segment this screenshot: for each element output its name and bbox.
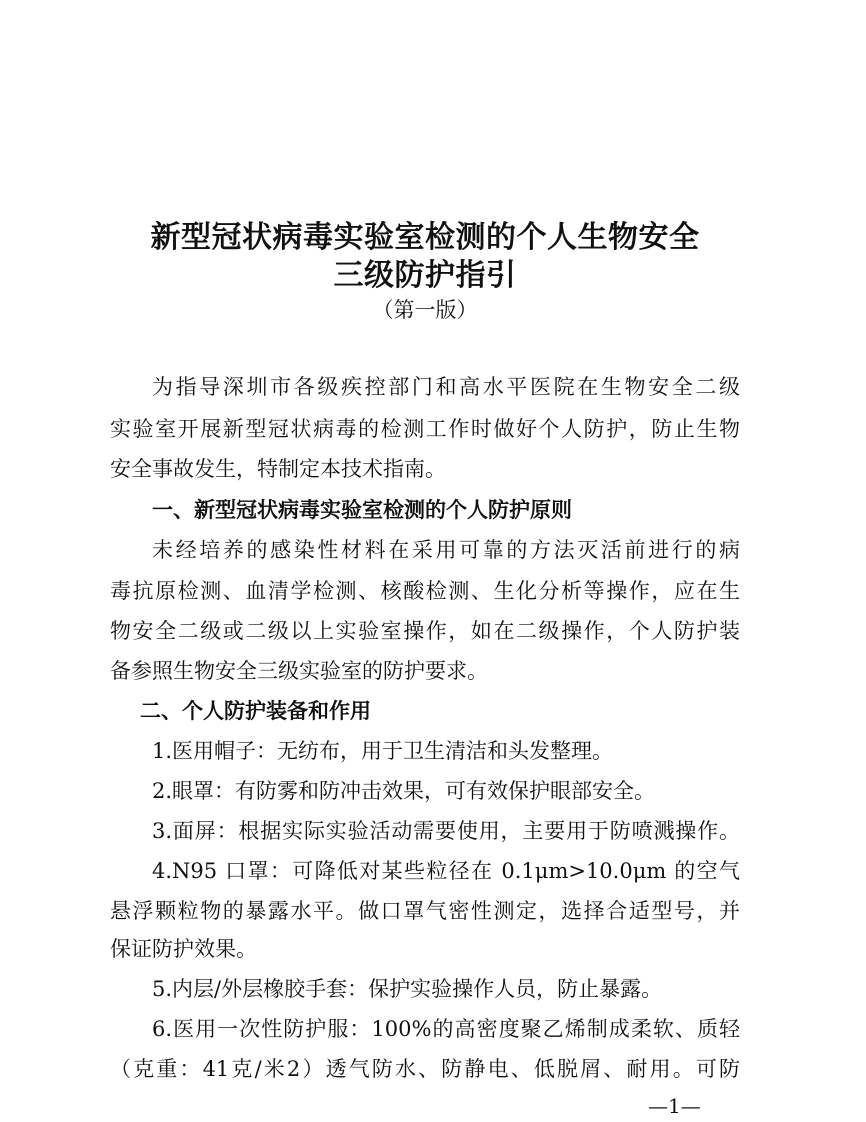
body-line: 物安全二级或二级以上实验室操作，如在二级操作，个人防护装	[110, 619, 740, 643]
body-line: 6.医用一次性防护服：100%的高密度聚乙烯制成柔软、质轻	[152, 1017, 740, 1041]
body-line: 毒抗原检测、血清学检测、核酸检测、生化分析等操作，应在生	[110, 579, 740, 603]
body-line: （克重：41克/米2）透气防水、防静电、低脱屑、耐用。可防	[110, 1057, 740, 1081]
section-heading: 二、个人防护装备和作用	[140, 698, 371, 723]
document-edition: （第一版）	[372, 298, 478, 322]
body-line: 为指导深圳市各级疾控部门和高水平医院在生物安全二级	[152, 375, 740, 399]
body-line: 4.N95 口罩：可降低对某些粒径在 0.1μm>10.0μm 的空气	[152, 859, 740, 883]
body-line: 实验室开展新型冠状病毒的检测工作时做好个人防护，防止生物	[110, 417, 740, 441]
body-line: 未经培养的感染性材料在采用可靠的方法灭活前进行的病	[152, 538, 740, 562]
body-line: 2.眼罩：有防雾和防冲击效果，可有效保护眼部安全。	[152, 779, 656, 803]
body-line: 安全事故发生，特制定本技术指南。	[110, 457, 446, 481]
section-heading: 一、新型冠状病毒实验室检测的个人防护原则	[152, 497, 572, 522]
body-line: 1.医用帽子：无纺布，用于卫生清洁和头发整理。	[152, 739, 614, 763]
document-title-line-1: 新型冠状病毒实验室检测的个人生物安全	[150, 220, 700, 255]
body-line: 5.内层/外层橡胶手套：保护实验操作人员，防止暴露。	[152, 977, 663, 1001]
body-line: 悬浮颗粒物的暴露水平。做口罩气密性测定，选择合适型号，并	[110, 899, 740, 923]
page-number: —1—	[648, 1094, 701, 1118]
body-line: 保证防护效果。	[110, 937, 257, 961]
document-title-line-2: 三级防护指引	[333, 258, 517, 293]
body-line: 备参照生物安全三级实验室的防护要求。	[110, 659, 488, 683]
body-line: 3.面屏：根据实际实验活动需要使用，主要用于防喷溅操作。	[152, 819, 740, 843]
